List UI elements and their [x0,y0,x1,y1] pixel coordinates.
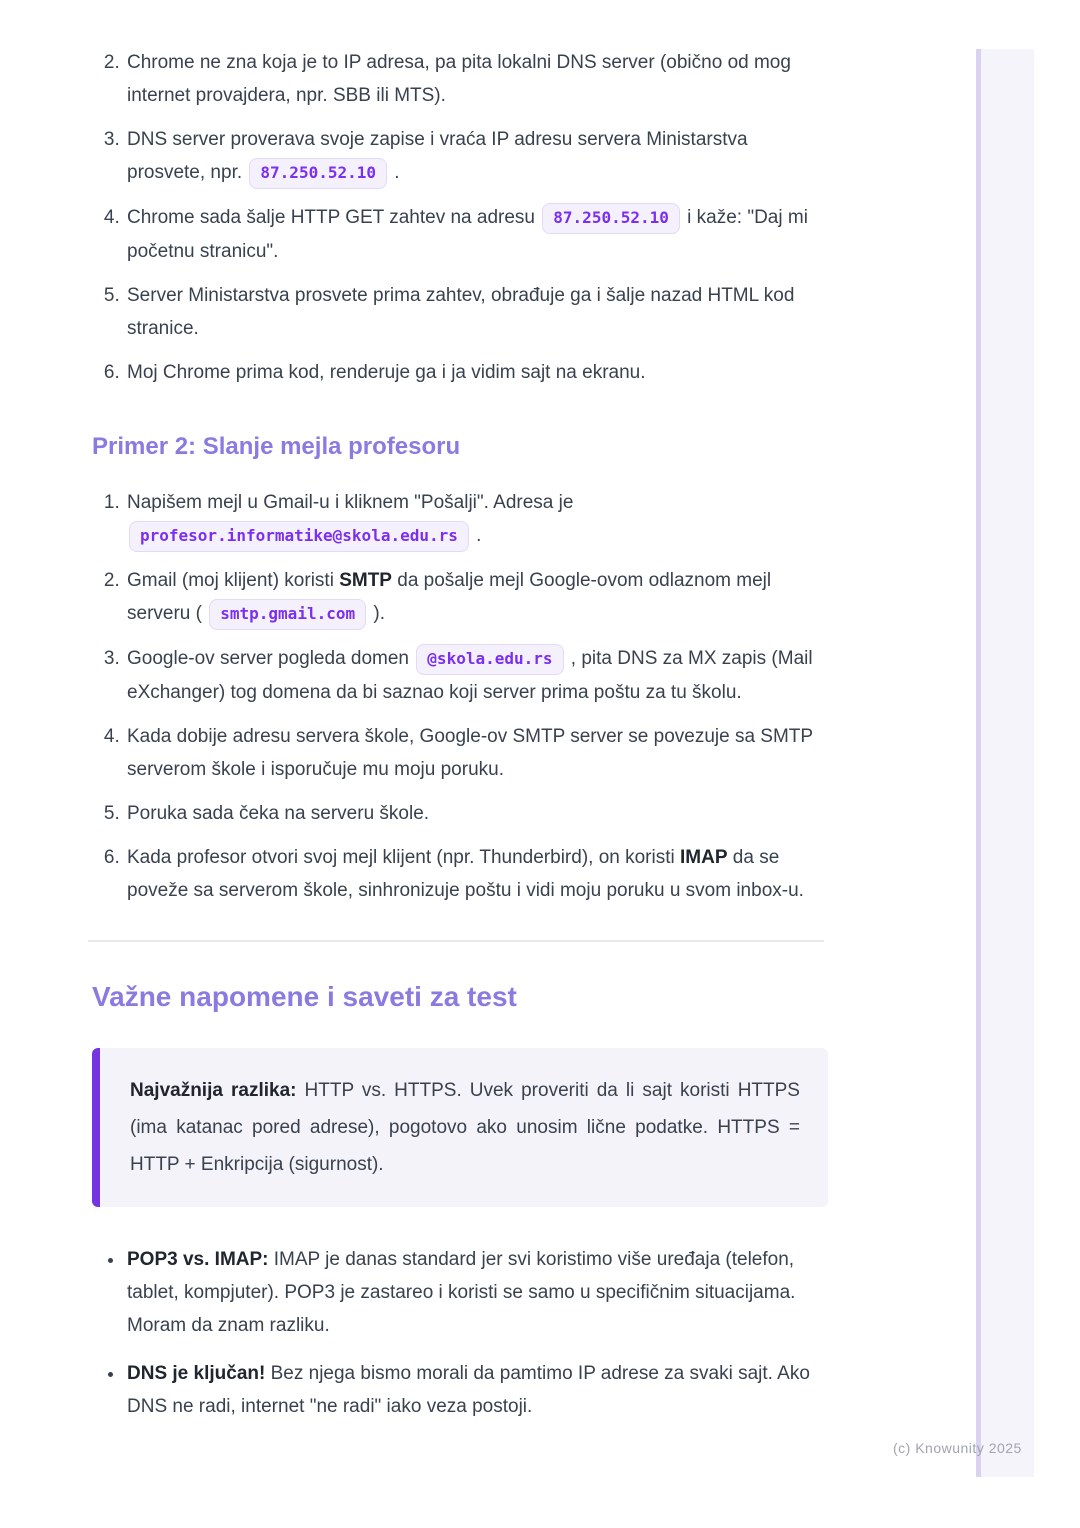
text-run: . [389,162,400,183]
list-item [125,797,828,830]
text-run: Poruka sada čeka na serveru škole. [127,803,430,824]
heading-primer-2: Primer 2: Slanje mejla profesoru [92,433,461,460]
list-item [125,642,828,709]
list-item [125,486,828,553]
bold-text: SMTP [339,570,392,591]
list-item [125,720,828,786]
list-item [125,564,828,631]
text-run: , pita DNS za MX zapis (Mail eXchanger) tog domena da bi saznao koji server prima poštu za tu školu. [127,648,813,703]
text-run: DNS server proverava svoje zapise i vraća IP adresu servera Ministarstva prosvete, npr. [127,129,748,183]
important-note-callout [92,1048,828,1207]
bold-text: DNS je ključan! [127,1363,266,1384]
callout-text [130,1072,800,1183]
bold-text: Najvažnija razlika: [130,1080,297,1101]
list-item [125,123,828,190]
text-run: Kada profesor otvori svoj mejl klijent (npr. Thunderbird), on koristi [127,847,681,868]
text-run: Kada dobije adresu servera škole, Google-ov SMTP server se povezuje sa SMTP serverom škole i isporučuje mu moju poruku. [127,726,813,780]
list-item [125,46,828,112]
text-run: da se poveže sa serverom škole, sinhronizuje poštu i vidi moju poruku u svom inbox-u. [127,847,804,901]
code-chip: @skola.edu.rs [416,644,563,675]
list-item [125,356,828,389]
bold-text: POP3 vs. IMAP: [127,1249,269,1270]
code-chip: profesor.informatike@skola.edu.rs [129,521,469,552]
text-run: Chrome sada šalje HTTP GET zahtev na adresu [127,207,541,228]
mail-steps-list [92,486,828,907]
text-run: da pošalje mejl Google-ovom odlaznom mejl serveru ( [127,570,772,624]
watermark: (c) Knowunity 2025 [893,1440,1022,1456]
text-run: Bez njega bismo morali da pamtimo IP adrese za svaki sajt. Ako DNS ne radi, internet "ne radi" iako veza postoji. [127,1363,810,1417]
text-run: Chrome ne zna koja je to IP adresa, pa pita lokalni DNS server (obično od mog internet provajdera, npr. SBB ili MTS). [127,52,791,106]
section-divider [88,940,824,942]
next-page-edge [976,49,1034,1477]
list-item [125,841,828,907]
list-item [125,279,828,345]
list-item [125,1243,828,1342]
text-run: Napišem mejl u Gmail-u i kliknem "Pošalji". Adresa je [127,492,574,513]
text-run: HTTP vs. HTTPS. Uvek proveriti da li sajt koristi HTTPS (ima katanac pored adrese), pogotovo ako unosim lične podatke. HTTPS = HTTP + Enkripcija (sigurnost). [130,1080,800,1175]
code-chip: 87.250.52.10 [542,203,680,234]
text-run: IMAP je danas standard jer svi koristimo više uređaja (telefon, tablet, kompjuter). POP3 je zastareo i koristi se samo u specifičnim situacijama. Moram da znam razliku. [127,1249,796,1336]
text-run: Server Ministarstva prosvete prima zahtev, obrađuje ga i šalje nazad HTML kod stranice. [127,285,795,339]
code-chip: smtp.gmail.com [209,599,366,630]
text-run: Google-ov server pogleda domen [127,648,415,669]
list-item [125,201,828,268]
notes-bullet-list [92,1243,828,1423]
text-run: Gmail (moj klijent) koristi [127,570,340,591]
http-steps-list [92,46,828,389]
text-run: Moj Chrome prima kod, renderuje ga i ja vidim sajt na ekranu. [127,362,646,383]
document-page [92,0,828,1438]
heading-notes: Važne napomene i saveti za test [92,981,517,1012]
text-run: i kaže: "Daj mi početnu stranicu". [127,207,808,262]
text-run: ). [368,603,385,624]
bold-text: IMAP [680,847,728,868]
text-run: . [470,525,482,546]
list-item [125,1357,828,1423]
code-chip: 87.250.52.10 [249,158,387,189]
